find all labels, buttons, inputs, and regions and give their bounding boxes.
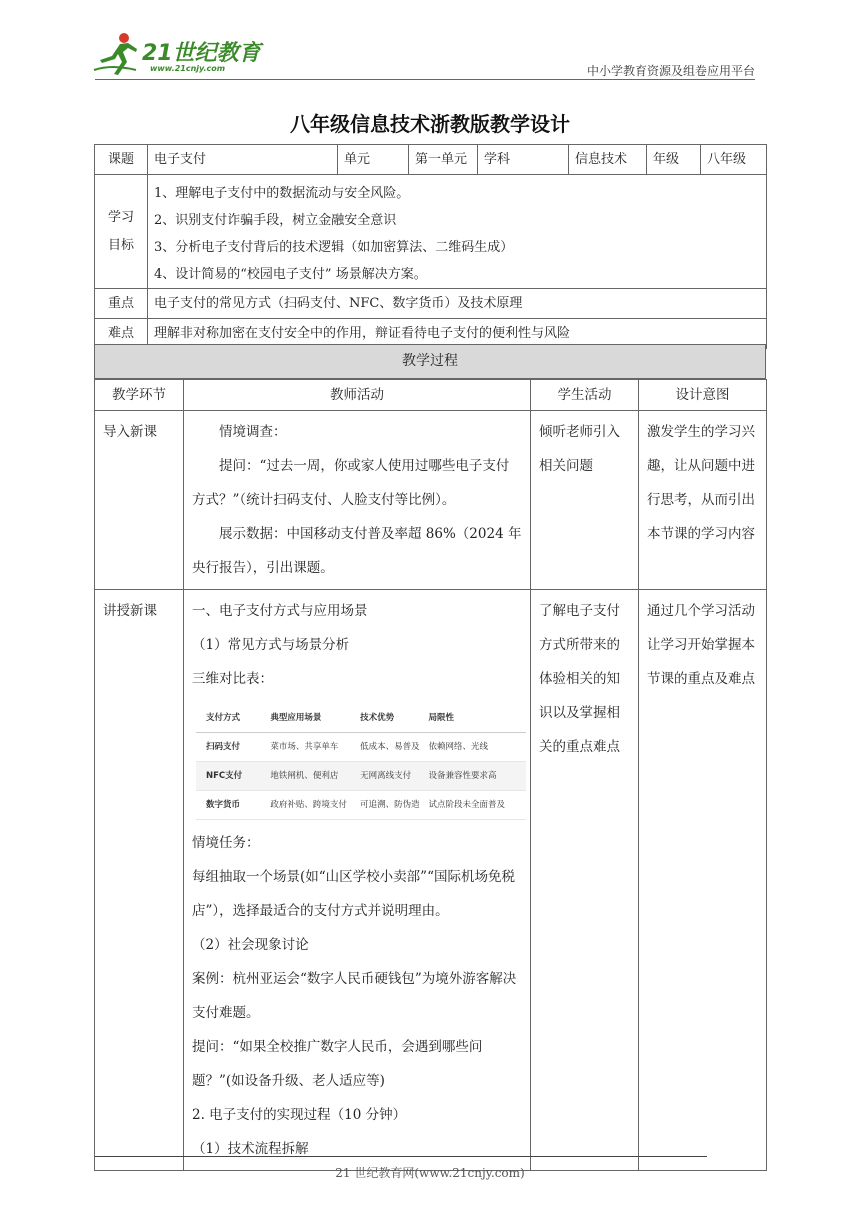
design-intent-intro: 激发学生的学习兴趣，让从问题中进行思考，从而引出本节课的学习内容 (639, 411, 767, 590)
teacher-line: 提问：“过去一周，你或家人使用过哪些电子支付方式？”（统计扫码支付、人脸支付等比例）。 (192, 458, 510, 508)
teacher-line: 每组抽取一个场景(如“山区学校小卖部”“国际机场免税店”），选择最适合的支付方式并说明理由。 (192, 869, 515, 919)
subject-value: 信息技术 (569, 145, 647, 175)
learning-goals (148, 175, 767, 289)
col-header-stage: 教学环节 (95, 380, 184, 411)
goals-label (95, 175, 148, 289)
logo-url: www.21cnjy.com (150, 64, 226, 73)
key-value: 电子支付的常见方式（扫码支付、NFC、数字货币）及技术原理 (148, 289, 767, 319)
comparison-header-row (196, 704, 526, 733)
student-activity-new-lesson: 了解电子支付方式所带来的体验相关的知识以及掌握相关的重点难点 (531, 590, 639, 1171)
student-activity-intro: 倾听老师引入相关问题 (531, 411, 639, 590)
teacher-line: （1）技术流程拆解 (192, 1141, 309, 1157)
goal-item: 3、分析电子支付背后的技术逻辑（如加密算法、二维码生成） (154, 240, 514, 255)
comparison-header-cell: 典型应用场景 (270, 713, 322, 723)
subject-label: 学科 (478, 145, 569, 175)
goal-item: 4、设计简易的“校园电子支付” 场景解决方案。 (154, 267, 427, 282)
comparison-cell: 扫码支付 (206, 742, 241, 752)
course-label: 课题 (95, 145, 148, 175)
comparison-cell: 依赖网络、光线 (428, 742, 488, 752)
teacher-line: （2）社会现象讨论 (192, 937, 309, 953)
comparison-cell: NFC支付 (206, 771, 243, 781)
key-label: 重点 (95, 289, 148, 319)
teacher-activity-intro (184, 411, 531, 590)
difficult-label: 难点 (95, 319, 148, 349)
teacher-line: 三维对比表： (192, 671, 273, 687)
header-divider (95, 79, 755, 80)
goal-item: 1、理解电子支付中的数据流动与安全风险。 (154, 186, 410, 201)
document-title: 八年级信息技术浙教版教学设计 (290, 112, 570, 136)
unit-value: 第一单元 (409, 145, 478, 175)
col-header-teacher: 教师活动 (184, 380, 531, 411)
comparison-cell: 低成本、易普及 (360, 742, 420, 752)
goal-item: 2、识别支付诈骗手段，树立金融安全意识 (154, 213, 397, 228)
col-header-student: 学生活动 (531, 380, 639, 411)
teacher-line: 案例：杭州亚运会“数字人民币硬钱包”为境外游客解决支付难题。 (192, 971, 517, 1021)
comparison-cell: 无网离线支付 (360, 771, 412, 781)
teacher-activity-new-lesson (184, 590, 531, 1171)
teacher-line: 展示数据：中国移动支付普及率超 86%（2024 年央行报告），引出课题。 (192, 526, 522, 576)
teaching-process-table (94, 379, 767, 1171)
comparison-header-cell: 局限性 (428, 713, 454, 723)
stage-intro: 导入新课 (95, 411, 184, 590)
process-title: 教学过程 (94, 344, 766, 379)
teacher-line: 情境调查： (219, 424, 287, 440)
comparison-cell: 菜市场、共享单车 (270, 742, 339, 752)
header-platform-text: 中小学教育资源及组卷应用平台 (586, 64, 755, 78)
comparison-cell: 地铁闸机、便利店 (270, 771, 339, 781)
grade-value: 八年级 (701, 145, 767, 175)
comparison-cell: 数字货币 (206, 800, 241, 810)
col-header-intent: 设计意图 (639, 380, 767, 411)
design-intent-new-lesson: 通过几个学习活动让学习开始掌握本节课的重点及难点 (639, 590, 767, 1171)
comparison-header-cell: 技术优势 (360, 713, 395, 723)
comparison-cell: 政府补贴、跨境支付 (270, 800, 347, 810)
payment-comparison-table (196, 704, 526, 820)
goals-label-line-2: 目标 (107, 237, 134, 253)
teacher-line: （1）常见方式与场景分析 (192, 637, 350, 653)
teacher-line: 一、电子支付方式与应用场景 (192, 603, 368, 619)
runner-icon (92, 30, 142, 78)
lesson-info-table (94, 144, 767, 349)
course-value: 电子支付 (148, 145, 338, 175)
comparison-row (196, 791, 526, 820)
comparison-cell: 设备兼容性要求高 (428, 771, 497, 781)
logo-text: 21世纪教育 (142, 41, 261, 66)
comparison-header-cell: 支付方式 (206, 713, 241, 723)
unit-label: 单元 (338, 145, 409, 175)
comparison-row (196, 762, 526, 791)
teacher-line: 提问：“如果全校推广数字人民币，会遇到哪些问题？”(如设备升级、老人适应等) (192, 1039, 483, 1089)
footer-divider (95, 1156, 707, 1157)
teacher-line: 情境任务： (192, 835, 260, 851)
footer-text: 21 世纪教育网(www.21cnjy.com) (335, 1166, 525, 1180)
comparison-cell: 可追溯、防伪造 (360, 800, 420, 810)
stage-new-lesson: 讲授新课 (95, 590, 184, 1171)
difficult-value: 理解非对称加密在支付安全中的作用，辩证看待电子支付的便利性与风险 (148, 319, 767, 349)
goals-label-line-1: 学习 (107, 209, 134, 225)
comparison-row (196, 733, 526, 762)
teacher-line: 2. 电子支付的实现过程（10 分钟） (192, 1107, 407, 1123)
comparison-cell: 试点阶段未全面普及 (428, 800, 505, 810)
grade-label: 年级 (647, 145, 701, 175)
